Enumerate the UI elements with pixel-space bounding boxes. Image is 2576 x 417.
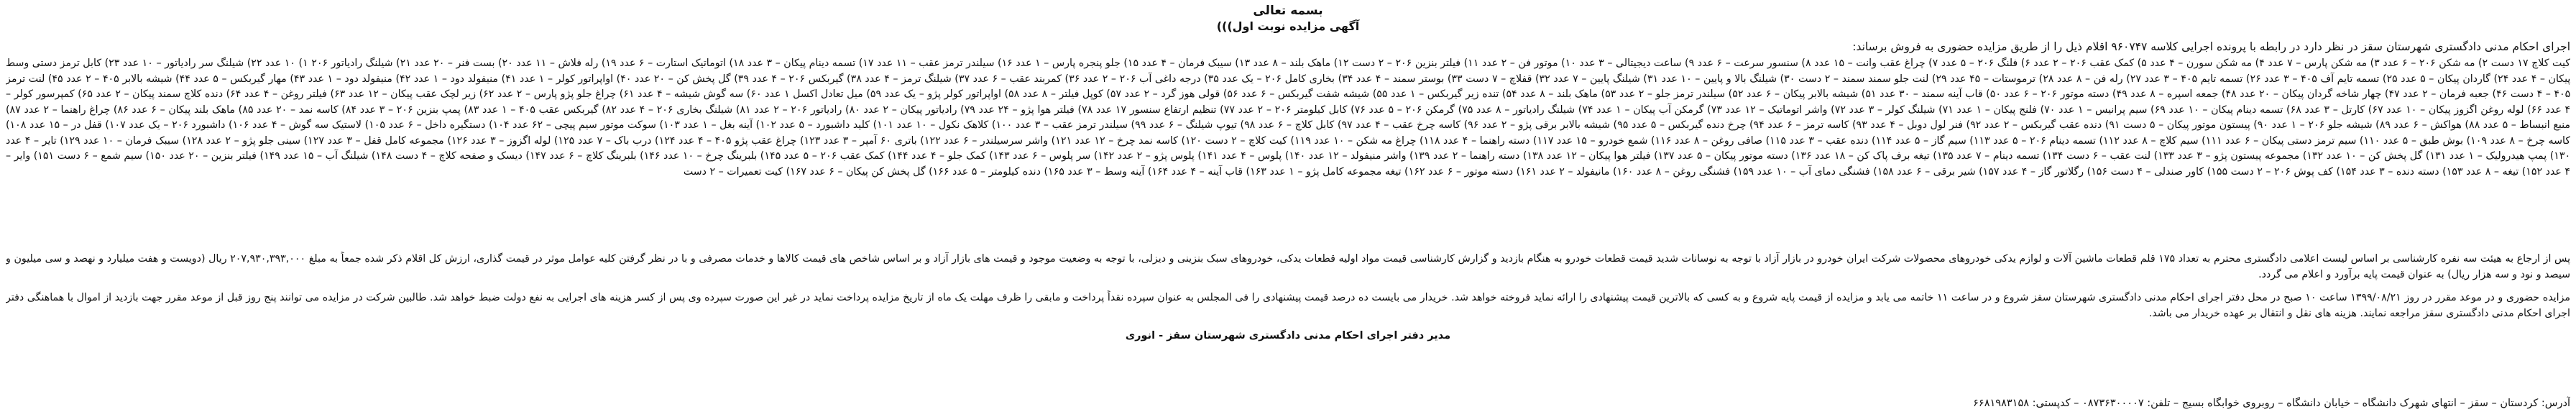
items-list: کیت کلاچ ۱۷ دست ۲) مه شکن ۲۰۶ – ۶ عدد ۳) مه شکن پارس – ۷ عدد ۴) مه شکن سورن – ۴ عدد ۵) کمک عقب ۲۰۶ – ۲ عدد ۶) فلنگ ۲۰۶ – ۵ عدد ۷) چراغ عقب وانت – ۱۵ عدد ۸) سنسور سرعت – ۶ عدد ۹) ساعت دیجیتالی – ۳ عدد ۱۰) موتور فن – ۲ عدد ۱۱) فیلتر بنزین ۲۰۶ – ۲ دست ۱۲) ماهک بلند – ۸ عدد ۱۳) سیبک فرمان – ۴ عدد ۱۵) جلو پنجره پارس – ۱ عدد ۱۶) سیلندر ترمز عقب – ۱۱ عدد ۱۷) تسمه دینام پیکان – ۳ عدد ۱۸) اتوماتیک استارت – ۶ عدد ۱۹) رله فلاش – ۱۱ عدد ۲۰) بست فنر – ۲۰ عدد ۲۱) شیلنگ رادیاتور ۲۰۶ ۱) ۱۰ عدد ۲۲) شیلنگ سر رادیاتور – ۱۰ عدد ۲۳) کابل ترمز دستی وسط پیکان – ۴ عدد ۲۴) گاردان پیکان – ۵ عدد ۲۵) تسمه تایم آف ۴۰۵ – ۳ عدد ۲۶) تسمه تایم ۴۰۵ – ۳ عدد ۲۷) رله فن – ۸ عدد ۲۸) ترموستات – ۴۵ عدد ۲۹) لنت جلو سمند سمند – ۲ دست ۳۰) شیلنگ بالا و پایین – ۱۰ عدد ۳۱) شیلنگ پایین – ۷ عدد ۳۲) قفلاچ – ۷ دست ۳۳) بوستر سمند – ۴ عدد ۳۴) بخاری کامل ۲۰۶ – یک عدد ۳۵) درجه داغی آب ۲۰۶ – ۲ عدد ۳۶) کمربند عقب – ۶ عدد ۳۷) شیلنگ ترمز – ۴ عدد ۳۸) گیربکس ۲۰۶ – ۴ عدد ۳۹) گل پخش کن – ۲۰ عدد ۴۰) اواپراتور کولر – ۱ عدد ۴۱) منیفولد دود – ۱ عدد ۴۲) منیفولد دود – ۱ عدد ۴۳) مهار گیربکس – ۵ عدد ۴۴) شیشه بالابر ۴۰۵ – ۲ عدد ۴۵) لنت ترمز ۴۰۵ – ۴ دست ۴۶) جعبه فرمان – ۲ عدد ۴۷) چهار شاخه گردان پیکان – ۲۰ عدد ۴۸) جمعه اسپره – ۸ عدد ۴۹) دسته موتور ۲۰۶ – ۶ عدد ۵۰) قاب آینه سمند – ۳۰ عدد ۵۱) شیشه بالابر پیکان – ۶ عدد ۵۲) سیلندر ترمز جلو – ۲ عدد ۵۳) ماهک بلند – ۸ عدد ۵۴) تنده زیر گیربکس – ۱ عدد ۵۵) شیشه شفت گیربکس – ۶ عدد ۵۶) قولی هوز گرد – ۲ عدد ۵۷) کوپل فیلتر – ۸ عدد ۵۸) اواپراتور کولر پژو – یک عدد ۵۹) میل تعادل اکسل ۱ عدد ۶۰) سه گوش شیشه – ۴ عدد ۶۱) چراغ جلو پژو پارس – ۲ عدد ۶۲) زیر لچک عقب پیکان – ۱۲ عدد ۶۳) فیلتر روغن – ۴ عدد ۶۴) دنده کلاچ سمند پیکان – ۲ عدد ۶۵) کمپرسور کولر – ۴ عدد ۶۶) لوله روغن اگزوز پیکان – ۱۰ عدد ۶۷) کارتل – ۳ عدد ۶۸) تسمه دینام پیکان – ۱۰ عدد ۶۹) سیم پرانیس – ۱ عدد ۷۰) فلنج پیکان – ۱ عدد ۷۱) شیلنگ کولر – ۳ عدد ۷۲) واشر اتوماتیک – ۱۲ عدد ۷۳) گرمکن آب پیکان – ۱ عدد ۷۴) شیلنگ رادیاتور – ۸ عدد ۷۵) گرمکن ۲۰۶ – ۵ عدد ۷۶) کابل کیلومتر ۲۰۶ – ۲ عدد ۷۷) تنظیم ارتفاع سنسور ۱۷ عدد ۷۸) فیلتر هوا پژو – ۲۴ عدد ۷۹) رادیاتور پیکان – ۲ عدد ۸۰) رادیاتور ۲۰۶ – ۲ عدد ۸۱) شیلنگ بخاری ۲۰۶ – ۴ عدد ۸۲) گیربکس عقب ۴۰۵ – ۱ عدد ۸۳) پمپ بنزین ۲۰۶ – ۳ عدد ۸۴) کاسه نمد – ۲۰ عدد ۸۵) ماهک بلند پیکان – ۶ عدد ۸۶) چراغ راهنما – ۲ عدد ۸۷) منبع انبساط – ۵ عدد ۸۸) هواکش – ۶ عدد ۸۹) شیشه جلو ۲۰۶ – ۱ عدد ۹۰) پیستون موتور پیکان – ۵ دست ۹۱) دنده عقب گیربکس – ۲ عدد ۹۲) فنر لول دوبل – ۴ عدد ۹۳) کاسه ترمز – ۶ عدد ۹۴) چرخ دنده گیربکس – ۵ عدد ۹۵) شیشه بالابر برقی پژو – ۲ عدد ۹۶) کاسه چرخ عقب – ۴ عدد ۹۷) کابل کلاچ – ۶ عدد ۹۸) تیوپ شیلنگ – ۶ عدد ۹۹) سیلندر ترمز عقب – ۳ عدد ۱۰۰) کلاهک نکول – ۱۰ عدد ۱۰۱) کلید داشبورد – ۵ عدد ۱۰۲) آینه بغل – ۱ عدد ۱۰۳) سوکت موتور سیم پیچی – ۶۲ عدد ۱۰۴) دستگیره داخل – ۶ عدد ۱۰۵) لاستیک سه گوش – ۴ عدد ۱۰۶) داشبورد ۲۰۶ – یک عدد ۱۰۷) قفل در – ۱۵ عدد ۱۰۸) کاسه چرخ – ۸ عدد ۱۰۹) بوش طبق – ۵ عدد ۱۱۰) سیم ترمز دستی پیکان – ۶ عدد ۱۱۱) سیم کلاچ – ۸ عدد ۱۱۲) تسمه دینام ۲۰۶ – ۵ عدد ۱۱۳) سیم گاز – ۵ عدد ۱۱۴) دنده عقب – ۳ عدد ۱۱۵) صافی روغن – ۸ عدد ۱۱۶) شمع خودرو – ۱۵ عدد ۱۱۷) دسته راهنما – ۴ عدد ۱۱۸) چراغ مه شکن – ۱۰ عدد ۱۱۹) کیت کلاچ – ۲ دست ۱۲۰) کاسه نمد چرخ – ۱۲ عدد ۱۲۱) واشر سرسیلندر – ۶ عدد ۱۲۲) باتری ۶۰ آمپر – ۳ عدد ۱۲۳) چراغ عقب پژو ۴۰۵ – ۴ عدد ۱۲۴) درب باک – ۷ عدد ۱۲۵) لوله اگزوز – ۳ عدد ۱۲۶) مجموعه کامل قفل – ۳ عدد ۱۲۷) سینی جلو پژو – ۲ عدد ۱۲۸) سیبک فرمان – ۱۰ عدد ۱۲۹) تایر – ۴ عدد ۱۳۰) پمپ هیدرولیک – ۱ عدد ۱۳۱) گل پخش کن – ۱۰ عدد ۱۳۲) مجموعه پیستون پژو – ۳ عدد ۱۳۳) لنت عقب – ۶ دست ۱۳۴) تسمه دینام – ۷ عدد ۱۳۵) تیغه برف پاک کن – ۱۸ عدد ۱۳۶) دسته موتور پیکان – ۵ عدد ۱۳۷) فیلتر هوا پیکان – ۱۲ عدد ۱۳۸) دسته راهنما – ۲ عدد ۱۳۹) واشر منیفولد – ۱۲ عدد ۱۴۰) پلوس – ۴ عدد ۱۴۱) پلوس پژو – ۲ عدد ۱۴۲) سر پلوس – ۶ عدد ۱۴۳) کمک جلو – ۴ عدد ۱۴۴) کمک عقب ۲۰۶ – ۵ عدد ۱۴۵) بلبرینگ چرخ – ۱۰ عدد ۱۴۶) بلبرینگ کلاچ – ۶ عدد ۱۴۷) دیسک و صفحه کلاچ – ۴ دست ۱۴۸) شیلنگ آب – ۱۵ عدد ۱۴۹) فیلتر بنزین – ۲۰ عدد ۱۵۰) سیم شمع – ۶ دست ۱۵۱) وایر – ۴ عدد ۱۵۲) تیغه – ۸ عدد ۱۵۳) دسته دنده – ۳ عدد ۱۵۴) کف پوش ۲۰۶ – ۲ دست ۱۵۵) کاور صندلی – ۴ دست ۱۵۶) رگلاتور گاز – ۴ عدد ۱۵۷) شیر برقی – ۶ عدد ۱۵۸) فشنگی دمای آب – ۱۰ عدد ۱۵۹) فشنگی روغن – ۸ عدد ۱۶۰) مانیفولد – ۲ عدد ۱۶۱) دسته موتور – ۶ عدد ۱۶۲) تیغه مجموعه کامل پژو – ۱ عدد ۱۶۳) قاب آینه – ۴ عدد ۱۶۴) آینه وسط – ۳ عدد ۱۶۵) دنده کیلومتر – ۵ عدد ۱۶۶) گل پخش کن پیکان – ۶ عدد ۱۶۷) کیت تعمیرات – ۲ دست (6, 58, 2570, 178)
footer-address: آدرس: کردستان – سقز – انتهای شهرک دانشگاه – خیابان دانشگاه – روبروی خوابگاه بسیج – تلفن: ۰۸۷۳۶۳۰۰۰۰۷ – کدپستی: ۶۶۸۱۹۸۳۱۵۸ (1973, 398, 2570, 409)
appraisal-paragraph: پس از ارجاع به هیئت سه نفره کارشناسی بر اساس لیست اعلامی دادگستری محترم به تعداد ۱۷۵ قلم قطعات ماشین آلات و لوازم یدکی خودروهای محصولات شرکت ایران خودرو در بازار آزاد با توجه به نوسانات شدید قیمت قطعات خودرو به هنگام بازدید و گزارش کارشناسی قیمت مواد اولیه قطعات یدکی، خودروهای سبک بنزینی و دیزلی، با توجه به وضعیت موجود و قیمت های بازار آزاد و بر اساس شاخص های قیمت کالاها و خدمات مصرفی و با در نظر گرفتن کلیه عوامل موثر در قیمت گذاری، ارزش کل اقلام ذکر شده جمعاً به مبلغ ۲۰۷,۹۳۰,۳۹۳,۰۰۰ ریال (دویست و هفت میلیارد و نهصد و سی میلیون و سیصد و نود و سه هزار ریال) به عنوان قیمت پایه برآورد و اعلام می گردد. (6, 253, 2570, 280)
auction-title: آگهی مزایده نوبت اول))) (1216, 19, 1360, 33)
auction-terms-paragraph: مزایده حضوری و در موعد مقرر در روز ۱۳۹۹/۰۸/۲۱ ساعت ۱۰ صبح در محل دفتر اجرای احکام مدنی دادگستری شهرستان سقز شروع و در ساعت ۱۱ خاتمه می یابد و مزایده از قیمت پایه شروع و به کسی که بالاترین قیمت پیشنهادی را ارائه نماید فروخته خواهد شد. خریدار می بایست ده درصد قیمت پیشنهادی را فی المجلس به عنوان سپرده نقداً پرداخت و مابقی را ظرف مهلت یک ماه از تاریخ مزایده پرداخت نماید در غیر این صورت سپرده وی پس از کسر هزینه های اجرایی به نفع دولت ضبط خواهد شد. طالبین شرکت در مزایده می توانند پنج روز قبل از موعد مقرر جهت بازدید از اموال با هماهنگی دفتر اجرای احکام مدنی دادگستری سقز مراجعه نمایند. هزینه های نقل و انتقال بر عهده خریدار می باشد. (6, 292, 2570, 319)
intro-text: اجرای احکام مدنی دادگستری شهرستان سقز در نظر دارد در رابطه با پرونده اجرایی کلاسه ۹۶۰۷۴۷ اقلام ذیل را از طریق مزایده حضوری به فروش برساند: (1852, 40, 2570, 53)
ad-header (6, 3, 2570, 35)
bismillah-heading: بسمه تعالی (1253, 4, 1323, 18)
ad-page (0, 3, 2576, 417)
signature-line: مدیر دفتر اجرای احکام مدنی دادگستری شهرستان سقز - انوری (1125, 330, 1451, 342)
